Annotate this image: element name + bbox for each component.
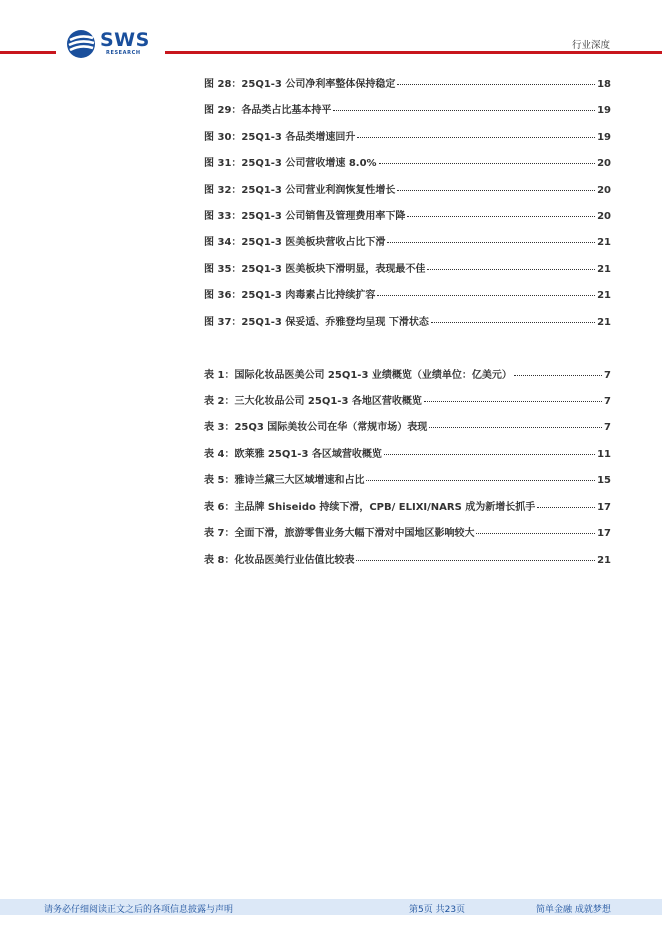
toc-leader (429, 418, 602, 428)
toc-entry-table[interactable] (204, 551, 611, 565)
toc-entry-title: 图 34：25Q1-3 医美板块营收占比下滑 (204, 237, 386, 248)
toc-leader (377, 286, 595, 296)
toc-entry-title: 图 35：25Q1-3 医美板块下滑明显，表现最不佳 (204, 264, 426, 275)
toc-entry-title: 图 33：25Q1-3 公司销售及管理费用率下降 (204, 211, 406, 222)
toc-entry-figure[interactable] (204, 233, 611, 247)
toc-leader (333, 101, 595, 111)
toc-entry-table[interactable] (204, 524, 611, 538)
toc-entry-page: 19 (597, 132, 611, 143)
toc-leader (537, 498, 595, 508)
toc-entry-table[interactable] (204, 471, 611, 485)
toc-entry-figure[interactable] (204, 101, 611, 115)
toc-entry-table[interactable] (204, 498, 611, 512)
toc-entry-title: 图 37：25Q1-3 保妥适、乔雅登均呈现 下滑状态 (204, 317, 429, 328)
toc-leader (397, 181, 595, 191)
toc-entry-page: 17 (597, 502, 611, 513)
toc-entry-page: 7 (604, 422, 611, 433)
toc-entry-page: 21 (597, 264, 611, 275)
toc-entry-page: 21 (597, 317, 611, 328)
toc-entry-title: 表 2：三大化妆品公司 25Q1-3 各地区营收概览 (204, 396, 422, 407)
toc-entry-page: 17 (597, 528, 611, 539)
toc-entry-title: 表 1：国际化妆品医美公司 25Q1-3 业绩概览（业绩单位：亿美元） (204, 370, 512, 381)
toc-entry-title: 图 32：25Q1-3 公司营业利润恢复性增长 (204, 185, 396, 196)
toc-entry-page: 21 (597, 237, 611, 248)
toc-leader (476, 524, 595, 534)
toc-entry-page: 21 (597, 555, 611, 566)
toc-entry-title: 图 31：25Q1-3 公司营收增速 8.0% (204, 158, 377, 169)
toc-entry-title: 表 6：主品牌 Shiseido 持续下滑，CPB/ ELIXI/NARS 成为新增长抓手 (204, 502, 536, 513)
toc-leader (397, 75, 595, 85)
toc-entry-page: 11 (597, 449, 611, 460)
header-rule-right (165, 51, 662, 54)
toc-entry-figure[interactable] (204, 75, 611, 89)
toc-entry-table[interactable] (204, 418, 611, 432)
toc-entry-table[interactable] (204, 392, 611, 406)
toc-entry-title: 表 7：全面下滑，旅游零售业务大幅下滑对中国地区影响较大 (204, 528, 475, 539)
toc-entry-page: 7 (604, 396, 611, 407)
toc-entry-title: 表 3：25Q3 国际美妆公司在华（常规市场）表现 (204, 422, 428, 433)
logo-text: SWS (100, 29, 150, 51)
toc-entry-table[interactable] (204, 366, 611, 380)
toc-entry-title: 表 8：化妆品医美行业估值比较表 (204, 555, 355, 566)
toc-entry-page: 20 (597, 185, 611, 196)
footer-page-info: 第5页 共23页 (409, 905, 466, 915)
toc-leader (384, 445, 595, 455)
toc-entry-title: 图 28：25Q1-3 公司净利率整体保持稳定 (204, 79, 396, 90)
toc-entry-figure[interactable] (204, 154, 611, 168)
toc-leader (514, 366, 602, 376)
header-rule-left (0, 51, 56, 54)
logo-subtext: RESEARCH (106, 50, 141, 56)
toc-entry-page: 15 (597, 475, 611, 486)
toc-entry-figure[interactable] (204, 260, 611, 274)
toc-entry-figure[interactable] (204, 313, 611, 327)
toc-entry-title: 图 29：各品类占比基本持平 (204, 105, 332, 116)
toc-entry-figure[interactable] (204, 128, 611, 142)
toc-entry-title: 图 30：25Q1-3 各品类增速回升 (204, 132, 356, 143)
toc-leader (387, 233, 595, 243)
toc-entry-page: 7 (604, 370, 611, 381)
section-label: 行业深度 (571, 40, 610, 51)
toc-leader (424, 392, 602, 402)
toc-leader (357, 128, 595, 138)
toc-entry-page: 21 (597, 290, 611, 301)
toc-entry-figure[interactable] (204, 181, 611, 195)
footer-disclaimer: 请务必仔细阅读正文之后的各项信息披露与声明 (44, 905, 234, 915)
toc-leader (356, 551, 595, 561)
toc-leader (379, 154, 596, 164)
footer-slogan: 简单金融 成就梦想 (536, 905, 611, 915)
toc-leader (431, 313, 595, 323)
sws-logo (66, 29, 162, 59)
toc-entry-table[interactable] (204, 445, 611, 459)
toc-leader (427, 260, 595, 270)
toc-entry-page: 18 (597, 79, 611, 90)
toc-entry-page: 20 (597, 158, 611, 169)
toc-entry-title: 表 5：雅诗兰黛三大区域增速和占比 (204, 475, 365, 486)
toc-leader (366, 471, 595, 481)
toc-entry-page: 19 (597, 105, 611, 116)
toc-entry-figure[interactable] (204, 207, 611, 221)
toc-entry-title: 图 36：25Q1-3 肉毒素占比持续扩容 (204, 290, 376, 301)
toc-entry-page: 20 (597, 211, 611, 222)
toc-entry-title: 表 4：欧莱雅 25Q1-3 各区域营收概览 (204, 449, 382, 460)
toc-entry-figure[interactable] (204, 286, 611, 300)
sws-logo-icon (66, 29, 98, 59)
toc-leader (407, 207, 595, 217)
